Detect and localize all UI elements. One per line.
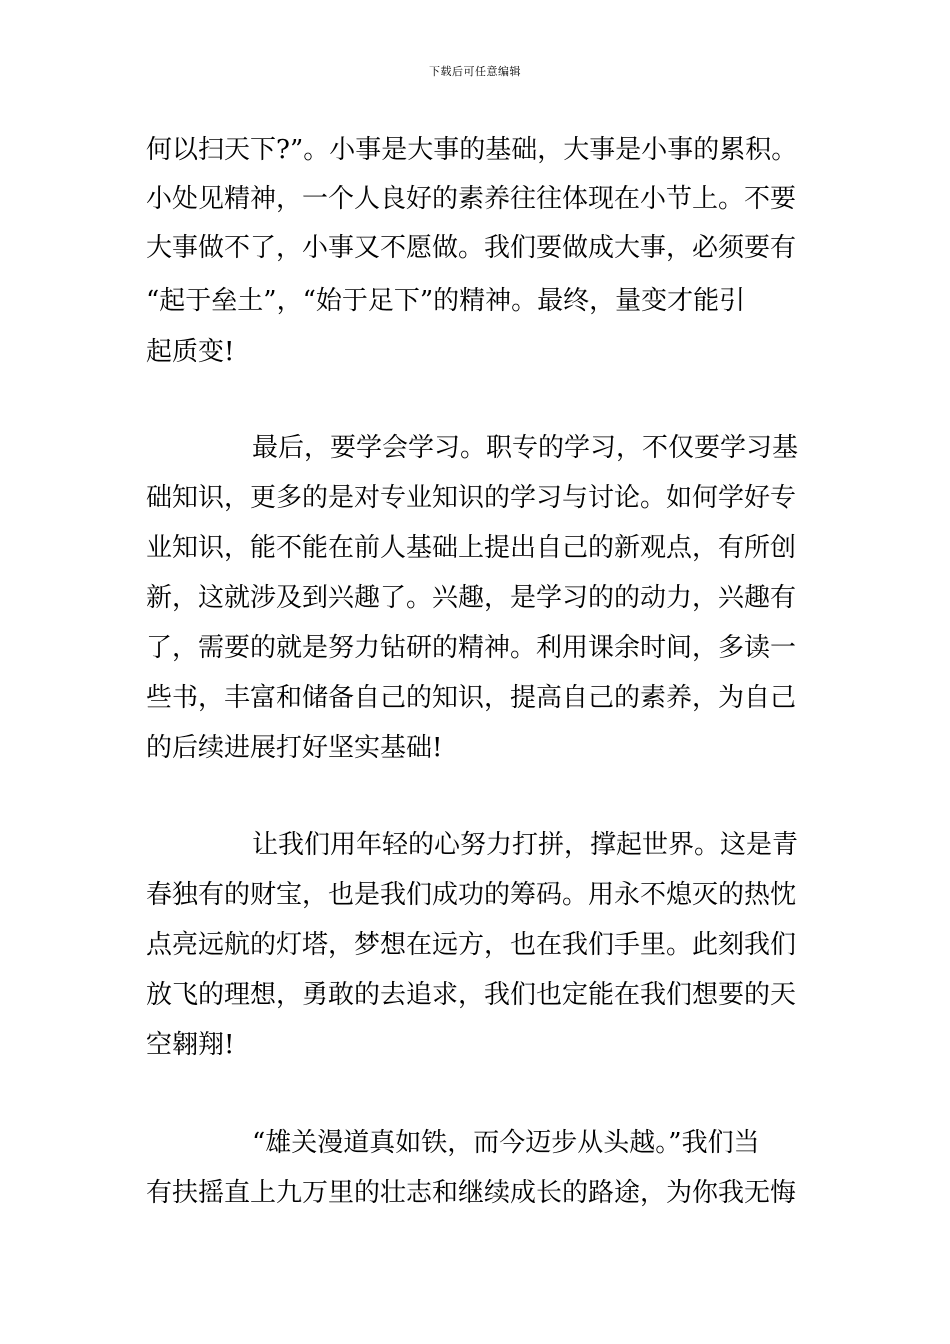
text-line: 业知识，能不能在前人基础上提出自己的新观点，有所创 [146,533,797,563]
text-line: 有扶摇直上九万里的壮志和继续成长的路途，为你我无悔 [146,1178,797,1208]
text-line: 点亮远航的灯塔，梦想在远方，也在我们手里。此刻我们 [146,930,797,960]
paragraph-first-line: “雄关漫道真如铁，而今迈步从头越。”我们当 [252,1128,760,1158]
page-header: 下载后可任意编辑 [429,65,521,78]
text-line: 春独有的财宝，也是我们成功的筹码。用永不熄灭的热忱 [146,880,797,910]
text-line: 了，需要的就是努力钻研的精神。利用课余时间，多读一 [146,633,797,663]
text-line: 新，这就涉及到兴趣了。兴趣，是学习的的动力，兴趣有 [146,583,797,613]
paragraph-first-line: 最后，要学会学习。职专的学习，不仅要学习基 [252,433,799,463]
paragraph-first-line: 让我们用年轻的心努力打拼，撑起世界。这是青 [252,830,799,860]
text-line: 些书，丰富和储备自己的知识，提高自己的素养，为自己 [146,683,797,713]
text-line: 放飞的理想，勇敢的去追求，我们也定能在我们想要的天 [146,980,797,1010]
text-line: 的后续进展打好坚实基础! [146,733,443,763]
text-line: 空翱翔! [146,1030,235,1060]
text-line: 何以扫天下?”。小事是大事的基础，大事是小事的累积。 [146,135,798,165]
text-line: 大事做不了，小事又不愿做。我们要做成大事，必须要有 [146,233,797,263]
text-line: 起质变! [146,337,235,367]
text-line: 础知识，更多的是对专业知识的学习与讨论。如何学好专 [146,483,797,513]
text-line: “起于垒土”，“始于足下”的精神。最终，量变才能引 [146,286,746,316]
text-line: 小处见精神，一个人良好的素养往往体现在小节上。不要 [146,184,797,214]
